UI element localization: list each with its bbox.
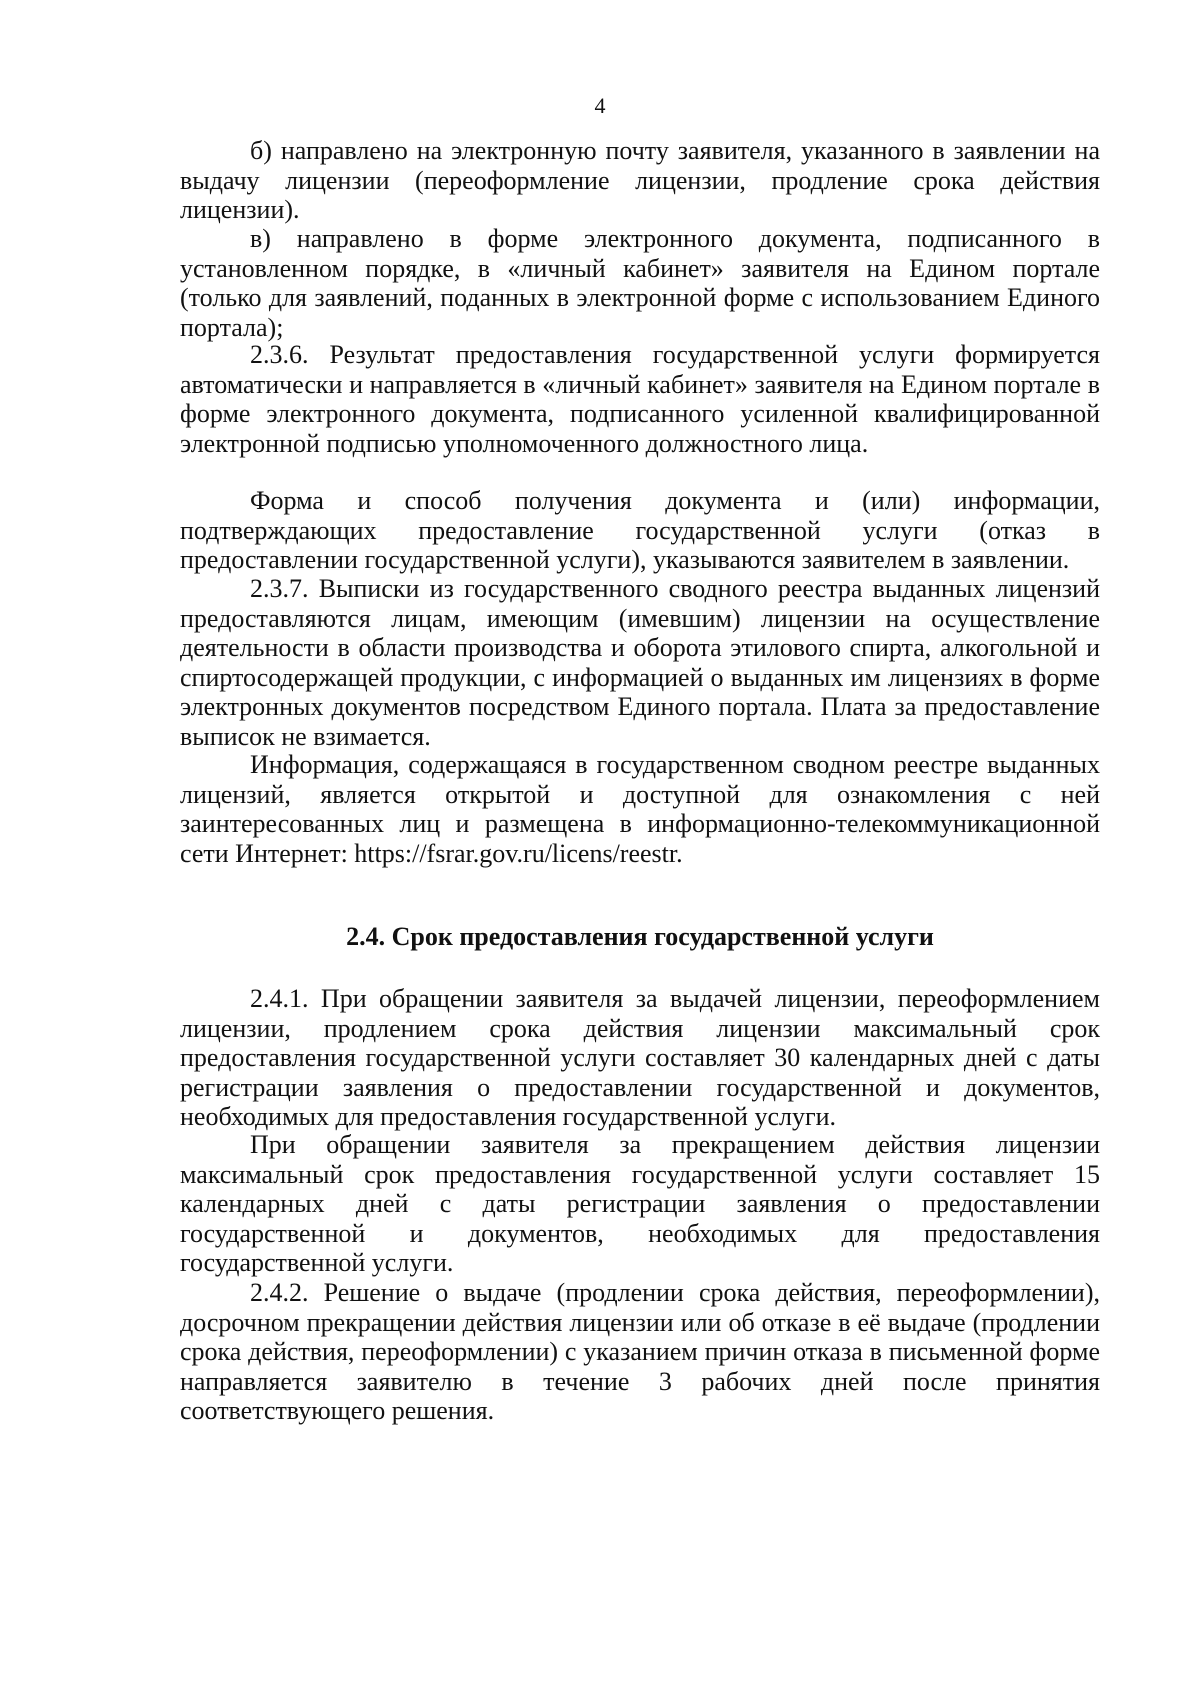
paragraph-form-and-method: Форма и способ получения документа и (или) информации, подтверждающих предоставление государственной услуги (отказ в предоставлении государственной услуги), указываются заявителем в заявлении. — [180, 486, 1100, 574]
page-number: 4 — [594, 93, 606, 118]
paragraph-registry-info: Информация, содержащаяся в государственном сводном реестре выданных лицензий, является открытой и доступной для ознакомления с ней заинтересованных лиц и размещена в информационно-телекоммуникационной сети Интернет: https://fsrar.gov.ru/licens/reestr. — [180, 750, 1100, 868]
paragraph-2-4-2: 2.4.2. Решение о выдаче (продлении срока действия, переоформлении), досрочном прекращении действия лицензии или об отказе в её выдаче (продлении срока действия, переоформлении) с указанием причин отказа в письменной форме направляется заявителю в течение 3 рабочих дней после принятия соответствующего решения. — [180, 1278, 1100, 1425]
paragraph-termination: При обращении заявителя за прекращением действия лицензии максимальный срок предоставления государственной услуги составляет 15 календарных дней с даты регистрации заявления о предоставлении государственной и документов, необходимых для предоставления государственной услуги. — [180, 1130, 1100, 1277]
paragraph-2-4-1: 2.4.1. При обращении заявителя за выдачей лицензии, переоформлением лицензии, продлением срока действия лицензии максимальный срок предоставления государственной услуги составляет 30 календарных дней с даты регистрации заявления о предоставлении государственной и документов, необходимых для предоставления государственной услуги. — [180, 984, 1100, 1131]
paragraph-2-3-6: 2.3.6. Результат предоставления государственной услуги формируется автоматически и направляется в «личный кабинет» заявителя на Едином портале в форме электронного документа, подписанного усиленной квалифицированной электронной подписью уполномоченного должностного лица. — [180, 340, 1100, 458]
paragraph-v-personal-cabinet: в) направлено в форме электронного документа, подписанного в установленном порядке, в «личный кабинет» заявителя на Едином портале (только для заявлений, поданных в электронной форме с использованием Единого портала); — [180, 224, 1100, 342]
paragraph-2-3-7: 2.3.7. Выписки из государственного сводного реестра выданных лицензий предоставляются лицам, имеющим (имевшим) лицензии на осуществление деятельности в области производства и оборота этилового спирта, алкогольной и спиртосодержащей продукции, с информацией о выданных им лицензиях в форме электронных документов посредством Единого портала. Плата за предоставление выписок не взимается. — [180, 574, 1100, 751]
paragraph-b-email: б) направлено на электронную почту заявителя, указанного в заявлении на выдачу лицензии (переоформление лицензии, продление срока действия лицензии). — [180, 136, 1100, 224]
section-heading: 2.4. Срок предоставления государственной услуги — [346, 922, 934, 951]
